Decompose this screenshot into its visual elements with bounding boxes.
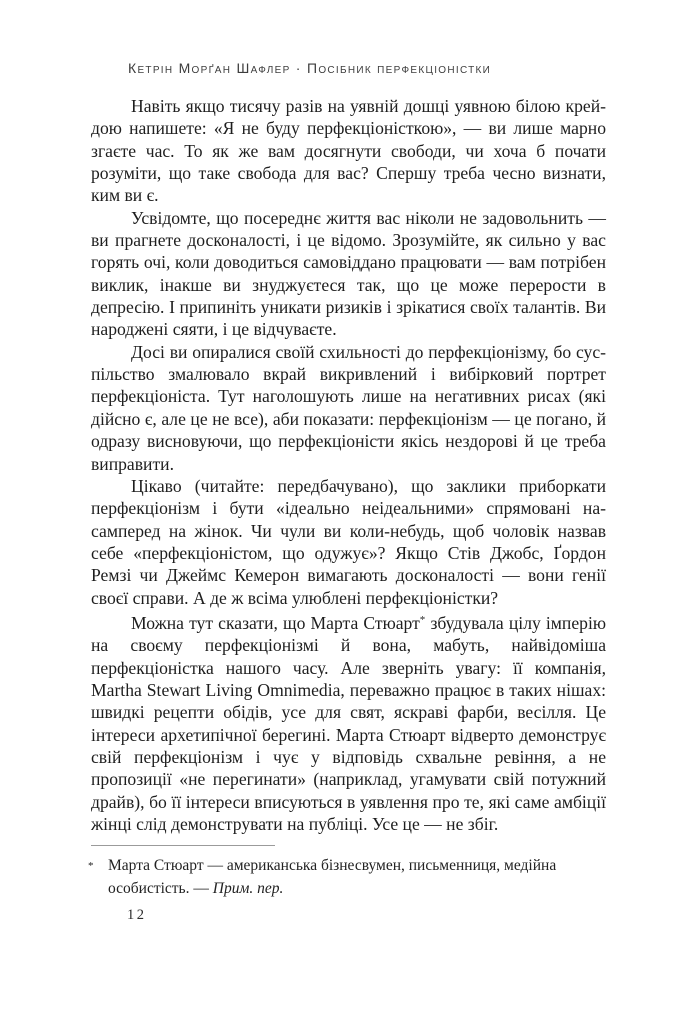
body-paragraph: Навіть якщо тисячу разів на уявній дошці уявною білою крейдою напишете: «Я не буду перфекціоністкою», — ви лише марно згаєте час. То як же вам досягнути свободи, чи хоча б почати розуміти, що таке свобода для вас? Спершу треба чесно визнати, ким ви є. <box>91 96 606 206</box>
footnote-source: Прим. пер. <box>212 880 284 897</box>
running-head: Кетрін Морґан Шафлер · Посібник перфекціоністки <box>128 60 492 76</box>
footnote-text: Марта Стюарт — американська бізнесвумен, письменниця, медійна особистість. — <box>108 857 557 897</box>
paragraph-text: Можна тут сказати, що Марта Стюарт <box>131 612 420 633</box>
footnote-divider <box>91 845 275 846</box>
footnote-marker: * <box>88 860 94 872</box>
body-paragraph: Усвідомте, що посереднє життя вас ніколи не задовольнить — ви прагнете досконалості, і це відомо. Зрозумійте, як сильно у вас горять очі, коли доводиться самовіддано працювати — вам потрібен виклик, інакше ви знуджуєтеся так, що це може перерости в депресію. І припиніть уникати ризиків і зрікатися своїх талантів. Ви народжені сяяти, і це відчуваєте. <box>91 207 606 340</box>
footnote <box>88 854 606 900</box>
footnote-reference-marker: * <box>419 613 426 626</box>
body-paragraph: Цікаво (читайте: передбачувано), що заклики приборкати перфекціонізм і бути «ідеально неідеальними» спрямовані насамперед на жінок. Чи чули ви коли-небудь, щоб чоловік назвав себе «перфекціоністом, що одужує»? Якщо Стів Джобс, Ґордон Ремзі чи Джеймс Кемерон вимагають досконалості — вони генії своєї справи. А де ж всіма улюблені перфекціоністки? <box>91 475 606 608</box>
page-number: 12 <box>127 907 147 923</box>
body-paragraph: Досі ви опиралися своїй схильності до перфекціонізму, бо суспільство змалювало вкрай викривлений і вибірковий портрет перфекціоніста. Тут наголошують лише на негативних рисах (які дійсно є, але це не все), аби показати: перфекціонізм — це погано, й одразу висновуючи, що перфекціоністи якісь нездорові й це треба виправити. <box>91 341 606 474</box>
paragraph-text: збудувала цілу імперію на своєму перфекціонізмі й вона, мабуть, найвідоміша перфекціоністка нашого часу. Але зверніть увагу: її компанія, Martha Stewart Living Omnimedia, переважно працює в таких нішах: швидкі рецепти обідів, усе для свят, яскраві фарби, весілля. Це інтереси архетипічної берегині. Марта Стюарт відверто демонструє свій перфекціонізм і чує у відповідь схвальне ревіння, а не пропозиції «не перегинати» (наприклад, угамувати свій потужний драйв), бо її інтереси вписуються в уявлення про те, які саме амбіції жінці слід демонструвати на публіці. Усе це — не збіг. <box>91 612 606 834</box>
article-body <box>91 95 606 835</box>
body-paragraph <box>91 609 606 835</box>
